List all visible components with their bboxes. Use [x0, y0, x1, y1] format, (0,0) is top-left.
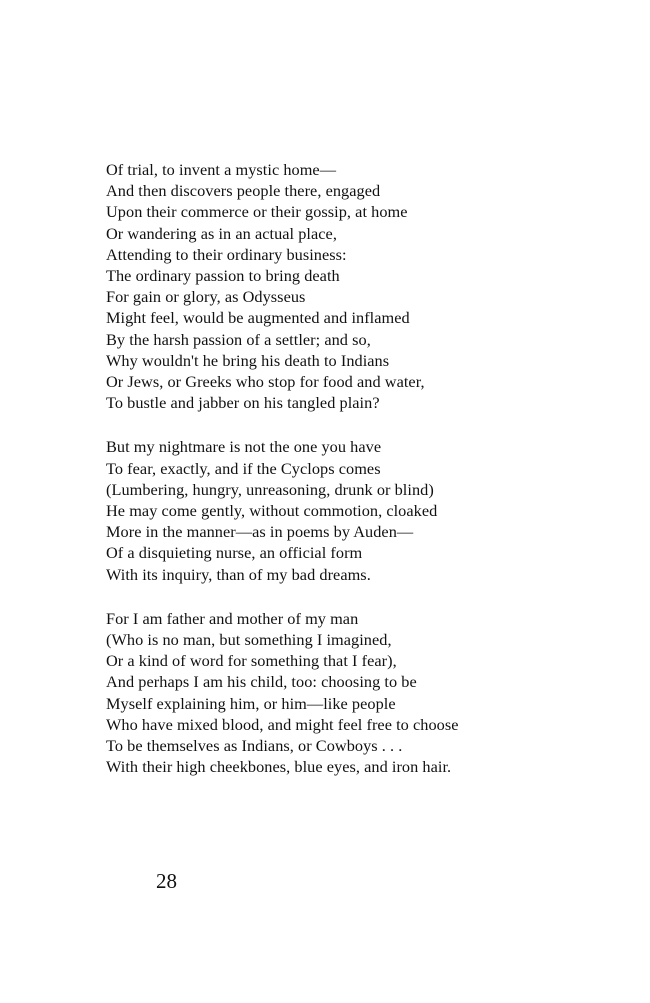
poem-line: Of a disquieting nurse, an official form [106, 543, 363, 563]
poem-line: Upon their commerce or their gossip, at home [106, 202, 408, 222]
poem-line: Attending to their ordinary business: [106, 244, 347, 264]
poem-line: By the harsh passion of a settler; and so, [106, 329, 371, 349]
poem-line: To be themselves as Indians, or Cowboys . . . [106, 736, 403, 756]
poem-line: (Lumbering, hungry, unreasoning, drunk or blind) [106, 479, 434, 499]
poem-line: To fear, exactly, and if the Cyclops comes [106, 458, 381, 478]
poem-line: But my nightmare is not the one you have [106, 437, 382, 457]
poem-line: Or wandering as in an actual place, [106, 223, 337, 243]
poem-line: Who have mixed blood, and might feel free to choose [106, 714, 459, 734]
poem-line: Or Jews, or Greeks who stop for food and water, [106, 372, 425, 392]
poem-line: For I am father and mother of my man [106, 608, 359, 628]
poem-line: The ordinary passion to bring death [106, 266, 340, 286]
poem-line: (Who is no man, but something I imagined, [106, 630, 392, 650]
poem-line: And then discovers people there, engaged [106, 181, 381, 201]
poem-line: For gain or glory, as Odysseus [106, 287, 306, 307]
poem-line: Myself explaining him, or him—like people [106, 693, 396, 713]
stanza-1 [106, 159, 586, 413]
page-number: 28 [156, 869, 177, 893]
poem-line: Or a kind of word for something that I fear), [106, 651, 397, 671]
poem-line: With its inquiry, than of my bad dreams. [106, 564, 371, 584]
poem-line: And perhaps I am his child, too: choosing to be [106, 672, 417, 692]
poem-line: More in the manner—as in poems by Auden— [106, 522, 414, 542]
poem-line: Might feel, would be augmented and inflamed [106, 308, 410, 328]
poem-line: He may come gently, without commotion, cloaked [106, 501, 438, 521]
poem-line: With their high cheekbones, blue eyes, and iron hair. [106, 757, 452, 777]
poem-line: To bustle and jabber on his tangled plain? [106, 393, 380, 413]
stanza-2 [106, 436, 586, 584]
poem-text [106, 159, 586, 777]
stanza-3 [106, 608, 586, 778]
poem-line: Why wouldn't he bring his death to Indians [106, 350, 390, 370]
poem-line: Of trial, to invent a mystic home— [106, 160, 337, 179]
